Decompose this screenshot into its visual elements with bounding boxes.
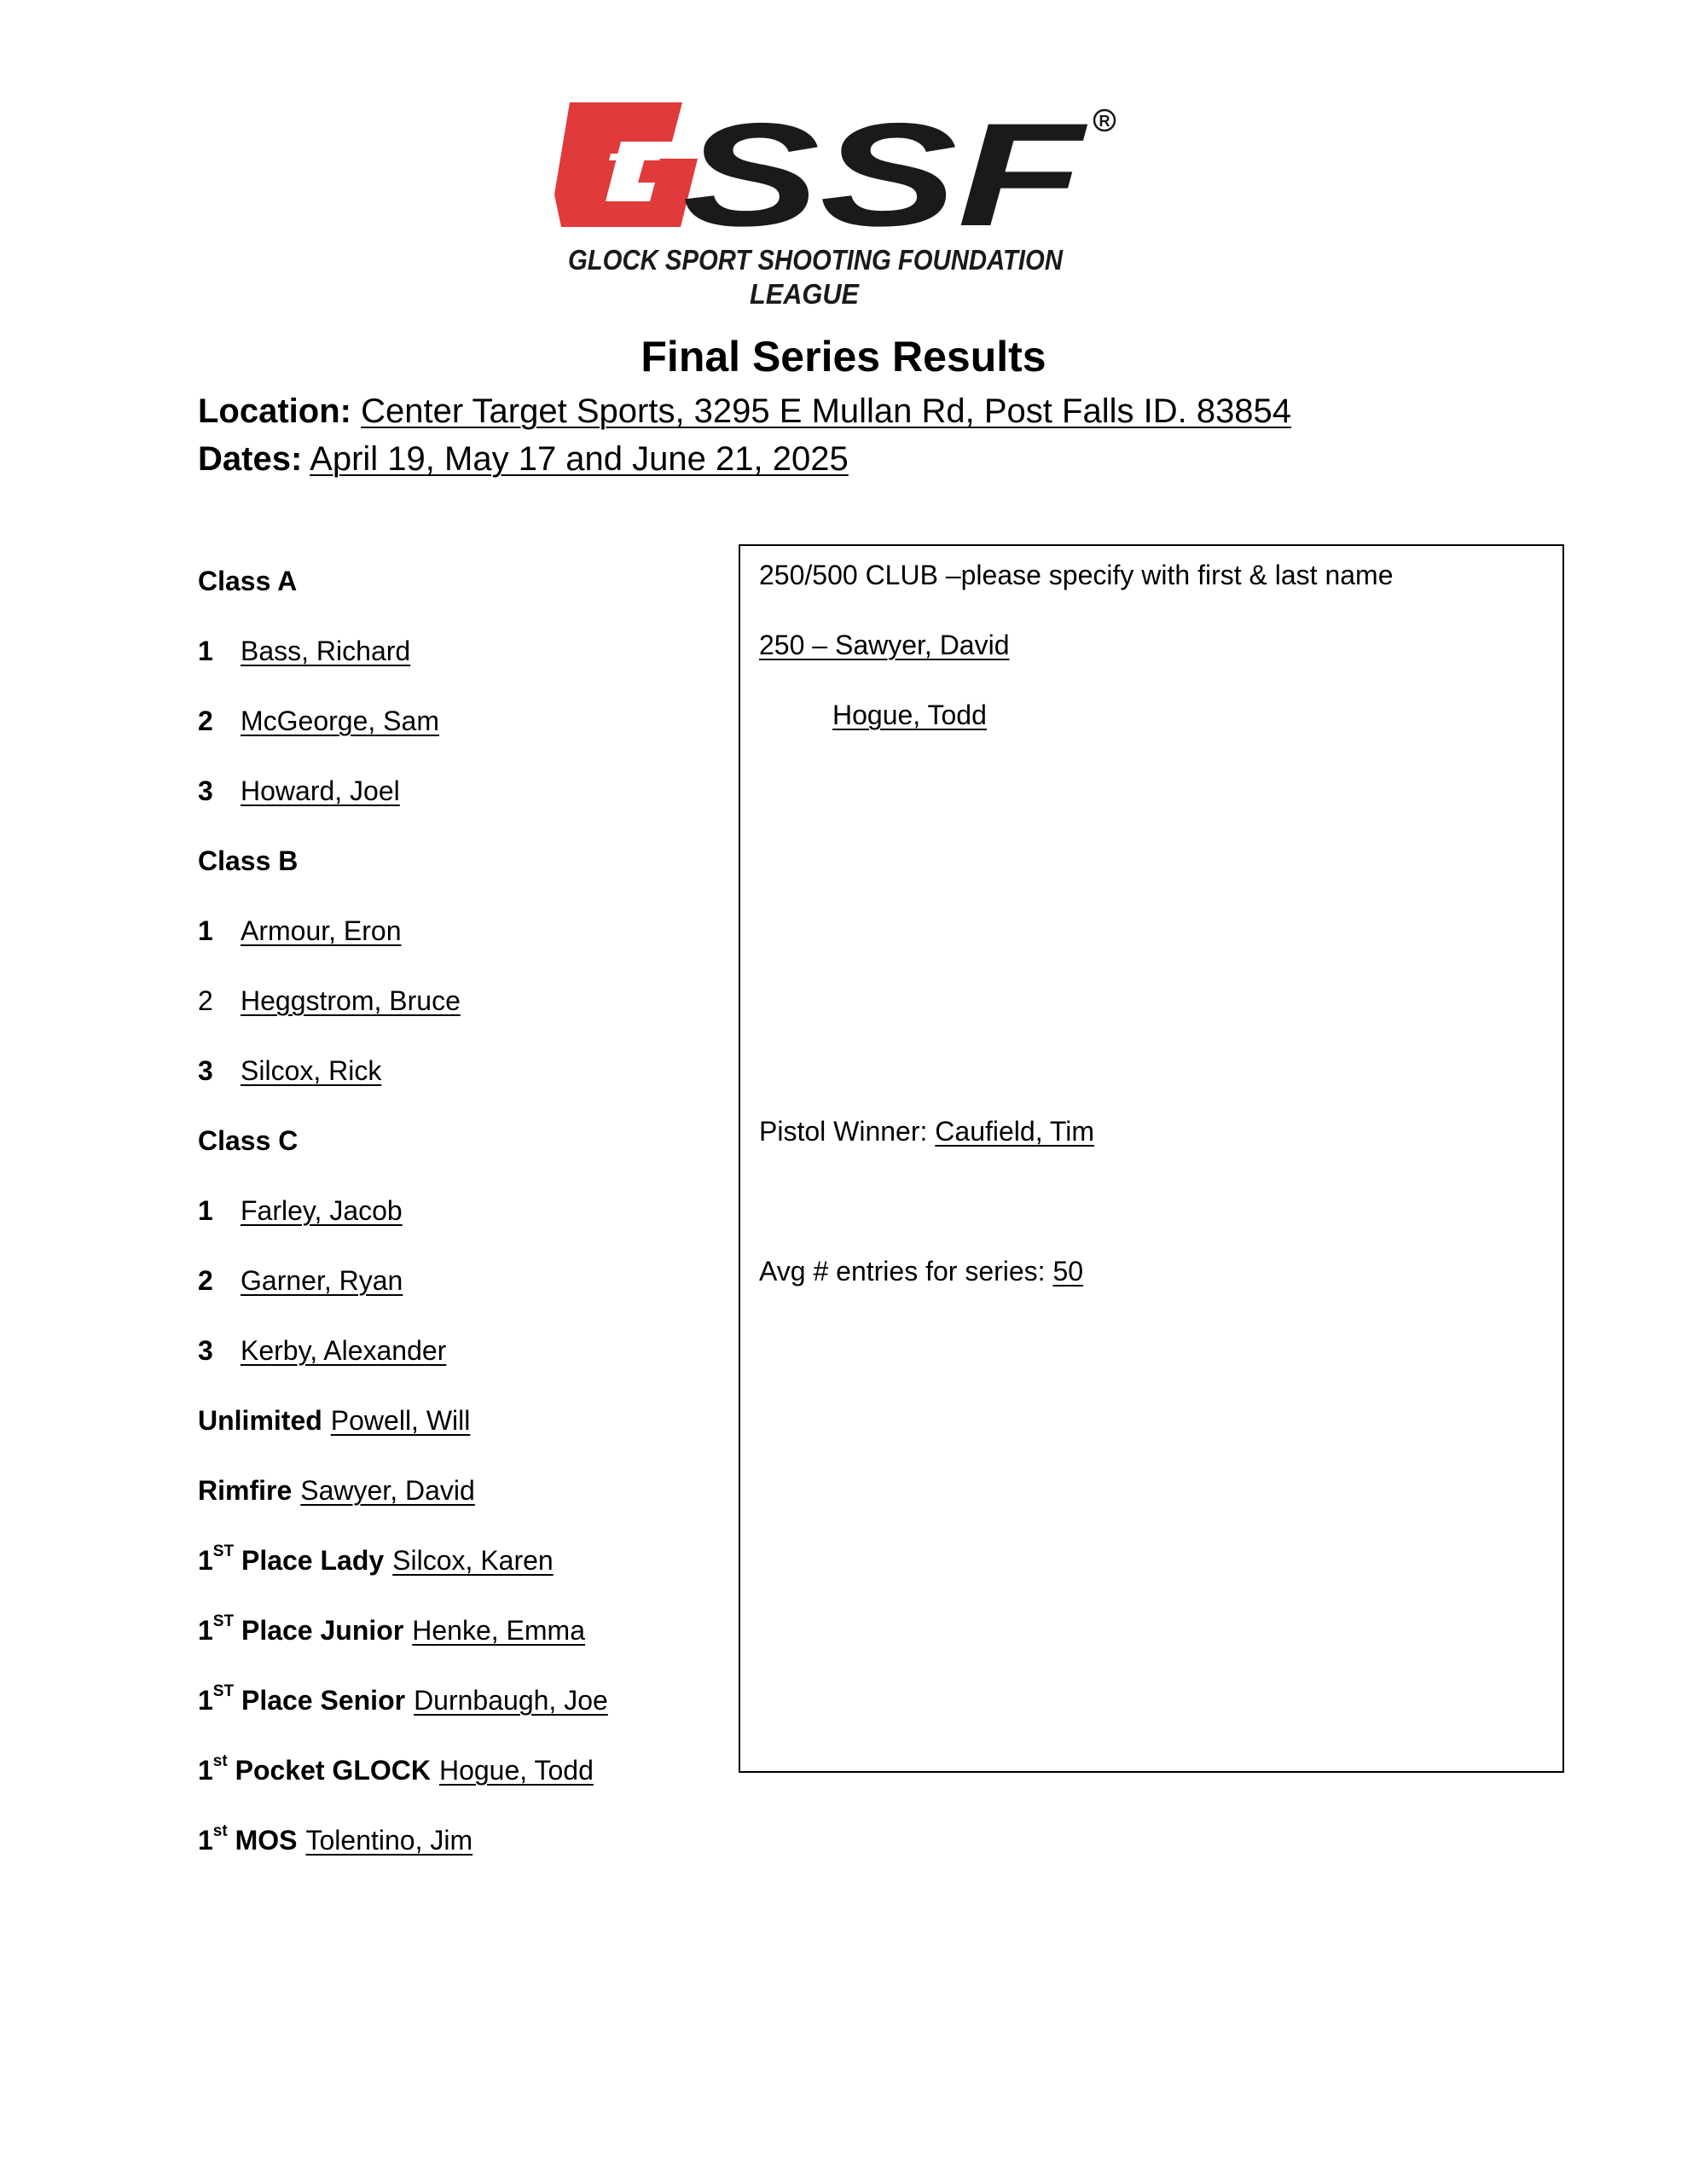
senior-label: Place Senior — [241, 1685, 406, 1716]
class-b-place-1 — [198, 896, 727, 966]
winner-name: Howard, Joel — [241, 775, 400, 806]
senior-row — [198, 1665, 727, 1735]
club-entry-2-text: Hogue, Todd — [832, 700, 987, 730]
place-number: 2 — [198, 1265, 213, 1296]
ordinal-suffix: ST — [212, 1542, 235, 1561]
avg-entries-line — [759, 1254, 1083, 1288]
class-b-heading — [198, 826, 727, 896]
class-b-place-2 — [198, 966, 727, 1036]
winner-name: Garner, Ryan — [241, 1265, 403, 1296]
place-number: 1 — [198, 1195, 213, 1226]
class-c-place-2 — [198, 1246, 727, 1316]
ordinal-number: 1 — [198, 1615, 213, 1646]
place-number: 3 — [198, 1335, 213, 1366]
avg-entries-value: 50 — [1052, 1256, 1084, 1287]
dates-line — [198, 437, 849, 481]
ordinal-number: 1 — [198, 1825, 213, 1856]
class-c-label: Class C — [198, 1125, 299, 1156]
class-c-place-1 — [198, 1176, 727, 1246]
mos-row — [198, 1805, 727, 1875]
place-number: 2 — [198, 706, 213, 736]
winner-name: Durnbaugh, Joe — [414, 1685, 608, 1716]
rimfire-label: Rimfire — [198, 1475, 293, 1506]
location-value: Center Target Sports, 3295 E Mullan Rd, Post Falls ID. 83854 — [361, 392, 1292, 430]
lady-row — [198, 1525, 727, 1595]
results-list — [198, 546, 727, 1875]
club-heading: 250/500 CLUB –please specify with first & last name — [759, 560, 1394, 590]
pocket-glock-row — [198, 1735, 727, 1805]
location-label: Location: — [198, 392, 351, 430]
location-line — [198, 389, 1291, 433]
winner-name: Silcox, Rick — [241, 1055, 382, 1086]
unlimited-row — [198, 1385, 727, 1455]
class-c-heading — [198, 1106, 727, 1176]
class-a-label: Class A — [198, 566, 298, 596]
pocket-glock-label: Pocket GLOCK — [235, 1755, 431, 1786]
ordinal-suffix: ST — [212, 1612, 235, 1631]
unlimited-label: Unlimited — [198, 1405, 322, 1436]
avg-entries-label: Avg # entries for series: — [759, 1256, 1046, 1287]
mos-label: MOS — [235, 1825, 298, 1856]
pistol-winner-label: Pistol Winner: — [759, 1116, 928, 1147]
place-number: 2 — [198, 985, 213, 1016]
ordinal-number: 1 — [198, 1685, 213, 1716]
lady-label: Place Lady — [241, 1545, 385, 1576]
club-panel — [739, 544, 1564, 1773]
dates-label: Dates: — [198, 440, 303, 478]
dates-value: April 19, May 17 and June 21, 2025 — [310, 440, 849, 478]
class-b-place-3 — [198, 1036, 727, 1106]
winner-name: Farley, Jacob — [241, 1195, 403, 1226]
winner-name: Henke, Emma — [412, 1615, 585, 1646]
class-c-place-3 — [198, 1316, 727, 1385]
class-a-place-3 — [198, 756, 727, 826]
logo-registered-letter: R — [1099, 113, 1110, 130]
winner-name: Hogue, Todd — [438, 1755, 594, 1786]
pistol-winner-line — [759, 1114, 1094, 1148]
logo-red-g — [554, 102, 698, 227]
ordinal-number: 1 — [198, 1545, 213, 1576]
rimfire-row — [198, 1455, 727, 1525]
winner-name: Tolentino, Jim — [305, 1825, 473, 1856]
club-entry-2 — [832, 698, 987, 732]
gssf-logo — [554, 92, 1117, 314]
logo-line1: GLOCK SPORT SHOOTING FOUNDATION — [568, 244, 1064, 276]
place-number: 3 — [198, 775, 213, 806]
logo-ssf-text: SSF — [682, 93, 1088, 257]
class-a-place-1 — [198, 616, 727, 686]
place-number: 1 — [198, 915, 213, 946]
gssf-logo-graphic — [554, 92, 1117, 314]
ordinal-suffix: ST — [212, 1682, 235, 1701]
logo-line2: LEAGUE — [750, 278, 860, 310]
winner-name: Sawyer, David — [300, 1475, 475, 1506]
winner-name: Powell, Will — [330, 1405, 471, 1436]
junior-label: Place Junior — [241, 1615, 404, 1646]
winner-name: Armour, Eron — [241, 915, 402, 946]
winner-name: Heggstrom, Bruce — [241, 985, 461, 1016]
winner-name: McGeorge, Sam — [241, 706, 439, 736]
winner-name: Bass, Richard — [241, 636, 411, 666]
page-title: Final Series Results — [641, 333, 1046, 380]
place-number: 1 — [198, 636, 213, 666]
ordinal-suffix: st — [212, 1822, 228, 1841]
winner-name: Silcox, Karen — [392, 1545, 554, 1576]
ordinal-number: 1 — [198, 1755, 213, 1786]
club-entry-text: 250 – Sawyer, David — [759, 630, 1010, 660]
junior-row — [198, 1595, 727, 1665]
pistol-winner-name: Caufield, Tim — [935, 1116, 1095, 1147]
class-b-label: Class B — [198, 845, 299, 876]
winner-name: Kerby, Alexander — [241, 1335, 447, 1366]
class-a-place-2 — [198, 686, 727, 756]
place-number: 3 — [198, 1055, 213, 1086]
ordinal-suffix: st — [212, 1752, 228, 1771]
club-entry — [759, 628, 1010, 662]
class-a-heading — [198, 546, 727, 616]
